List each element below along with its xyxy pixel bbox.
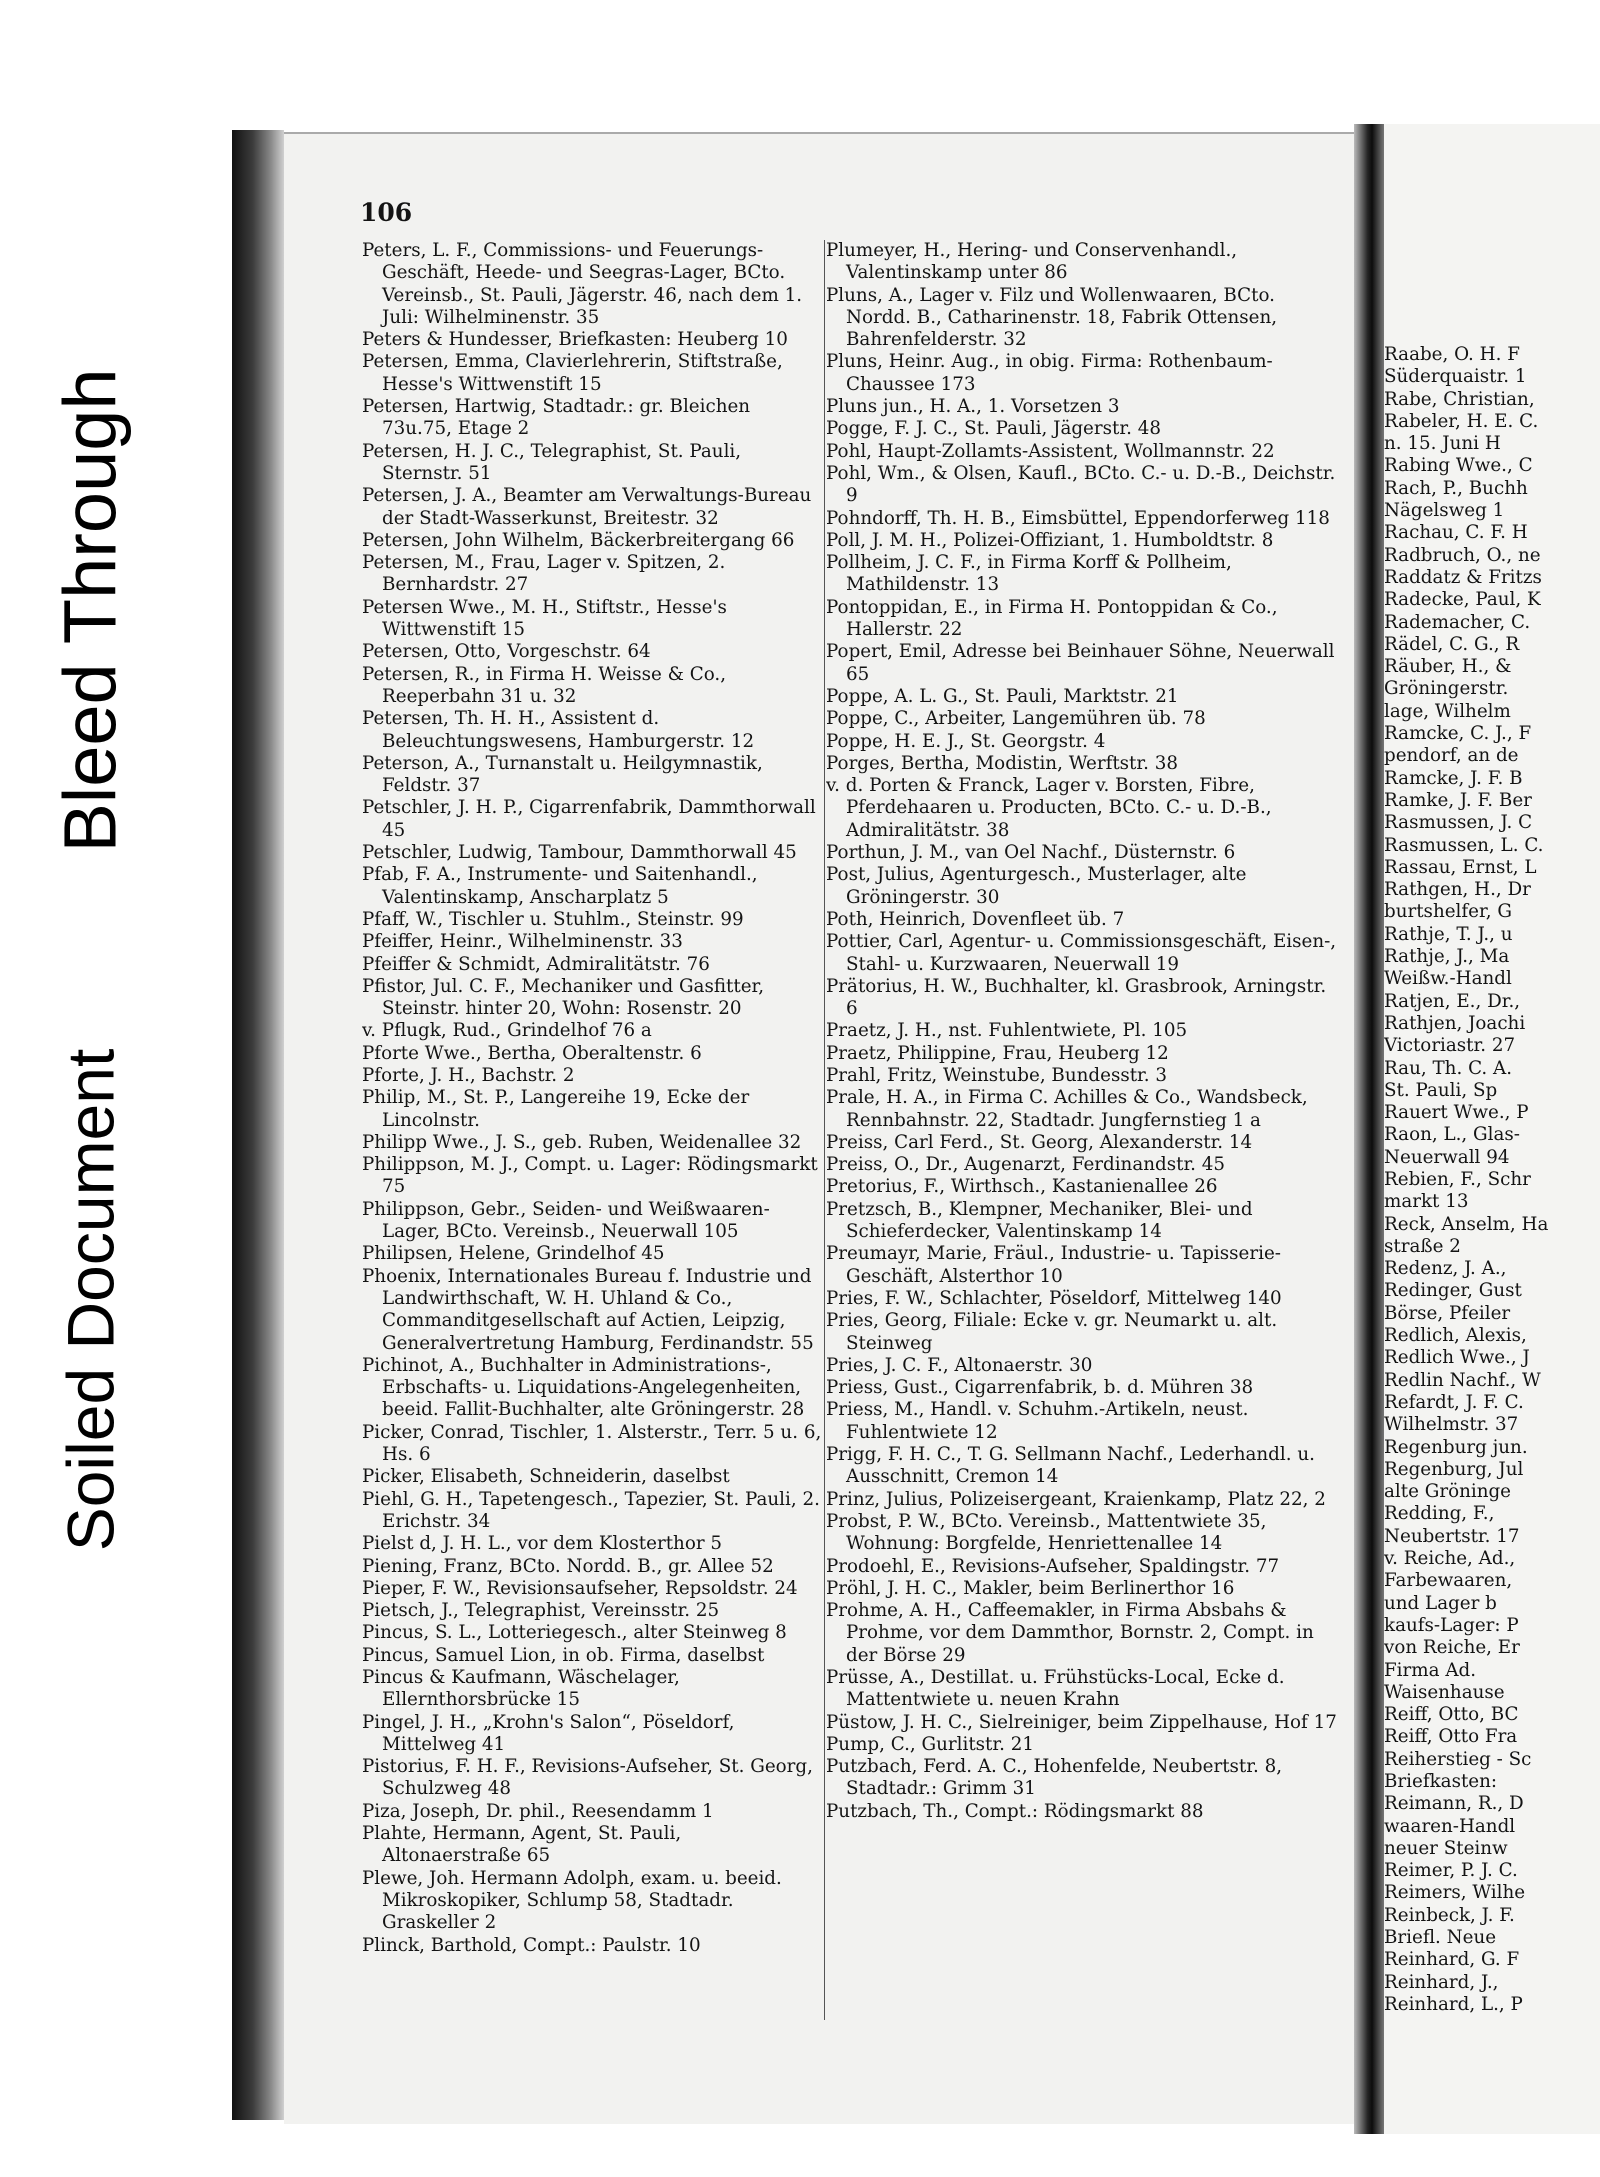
- directory-entry: Regenburg jun.: [1384, 1436, 1528, 1458]
- directory-entry: Post, Julius, Agenturgesch., Musterlager, alte Gröningerstr. 30: [826, 864, 1247, 908]
- directory-entry: Pries, F. W., Schlachter, Pöseldorf, Mittelweg 140: [826, 1287, 1282, 1309]
- directory-entry: Rathje, T. J., u: [1384, 923, 1513, 945]
- directory-entry: Reimer, P. J. C.: [1384, 1860, 1518, 1882]
- directory-entry: Reinhard, J.,: [1384, 1971, 1499, 1993]
- directory-entry: Reiff, Otto, BC: [1384, 1704, 1519, 1726]
- directory-entry: Poll, J. M. H., Polizei-Offiziant, 1. Humboldtstr. 8: [826, 529, 1274, 551]
- directory-entry: Rathjen, Joachi: [1384, 1012, 1526, 1034]
- directory-entry: Refardt, J. F. C.: [1384, 1391, 1524, 1413]
- directory-entry: von Reiche, Er: [1384, 1637, 1520, 1659]
- directory-entry: Pohl, Haupt-Zollamts-Assistent, Wollmannstr. 22: [826, 440, 1275, 462]
- directory-entry: Praetz, Philippine, Frau, Heuberg 12: [826, 1042, 1169, 1064]
- directory-entry: Picker, Conrad, Tischler, 1. Alsterstr., Terr. 5 u. 6, Hs. 6: [362, 1421, 822, 1466]
- directory-entry: Victoriastr. 27: [1384, 1035, 1516, 1057]
- directory-entry: Rabe, Christian,: [1384, 388, 1535, 410]
- directory-entry: Preiss, Carl Ferd., St. Georg, Alexanderstr. 14: [826, 1131, 1253, 1153]
- directory-entry: Petersen, Hartwig, Stadtadr.: gr. Bleichen 73u.75, Etage 2: [362, 396, 751, 440]
- directory-entry: Pogge, F. J. C., St. Pauli, Jägerstr. 48: [826, 418, 1161, 440]
- directory-entry: Pontoppidan, E., in Firma H. Pontoppidan & Co., Hallerstr. 22: [826, 596, 1278, 641]
- left-column: [362, 240, 824, 1957]
- directory-entry: Prohme, A. H., Caffeemakler, in Firma Absbahs & Prohme, vor dem Dammthor, Bornstr. 2, Compt. in der Börse 29: [826, 1600, 1314, 1666]
- soiled-document-text: Soiled Document: [53, 1048, 128, 1552]
- directory-entry: Pincus, S. L., Lotteriegesch., alter Steinweg 8: [362, 1622, 787, 1644]
- directory-entry: burtshelfer, G: [1384, 901, 1512, 923]
- directory-entry: Redding, F.,: [1384, 1503, 1495, 1525]
- directory-entry: Reinhard, L., P: [1384, 1993, 1523, 2015]
- directory-entry: Prigg, F. H. C., T. G. Sellmann Nachf., Lederhandl. u. Ausschnitt, Cremon 14: [826, 1444, 1315, 1488]
- directory-entry: Petersen, Otto, Vorgeschstr. 64: [362, 641, 651, 663]
- directory-entry: Piza, Joseph, Dr. phil., Reesendamm 1: [362, 1800, 714, 1822]
- directory-entry: Pluns jun., H. A., 1. Vorsetzen 3: [826, 396, 1120, 418]
- directory-entry: Rebien, F., Schr: [1384, 1168, 1531, 1190]
- directory-entry: St. Pauli, Sp: [1384, 1079, 1498, 1101]
- directory-entry: Plahte, Hermann, Agent, St. Pauli, Altonaerstraße 65: [362, 1823, 682, 1867]
- directory-entry: Neubertstr. 17: [1384, 1525, 1520, 1547]
- directory-entry: Pielst d, J. H. L., vor dem Klosterthor 5: [362, 1533, 723, 1555]
- directory-entry: Putzbach, Ferd. A. C., Hohenfelde, Neubertstr. 8, Stadtadr.: Grimm 31: [826, 1756, 1283, 1800]
- directory-entry: Phoenix, Internationales Bureau f. Industrie und Landwirthschaft, W. H. Uhland & Co., Commanditgesellschaft auf Actien, Leipzig, Generalvertretung Hamburg, Ferdinandstr. 55: [362, 1265, 814, 1354]
- directory-entry: Petschler, Ludwig, Tambour, Dammthorwall 45: [362, 842, 797, 864]
- directory-entry: Nägelsweg 1: [1384, 500, 1505, 522]
- directory-entry: v. Pflugk, Rud., Grindelhof 76 a: [362, 1020, 652, 1042]
- directory-entry: Petschler, J. H. P., Cigarrenfabrik, Dammthorwall 45: [362, 797, 816, 841]
- directory-entry: Poppe, A. L. G., St. Pauli, Marktstr. 21: [826, 685, 1179, 707]
- directory-entry: Priess, M., Handl. v. Schuhm.-Artikeln, neust. Fuhlentwiete 12: [826, 1399, 1249, 1443]
- directory-entry: Pfistor, Jul. C. F., Mechaniker und Gasfitter, Steinstr. hinter 20, Wohn: Rosenstr. 20: [362, 975, 765, 1020]
- directory-entry: Petersen, H. J. C., Telegraphist, St. Pauli, Sternstr. 51: [362, 440, 742, 484]
- directory-entry: Petersen, M., Frau, Lager v. Spitzen, 2. Bernhardstr. 27: [362, 552, 726, 596]
- directory-entry: Picker, Elisabeth, Schneiderin, daselbst: [362, 1466, 730, 1488]
- directory-entry: Redinger, Gust: [1384, 1280, 1522, 1302]
- directory-entry: Preumayr, Marie, Fräul., Industrie- u. Tapisserie-Geschäft, Alsterthor 10: [826, 1243, 1281, 1287]
- directory-entry: Redlich Wwe., J: [1384, 1347, 1530, 1369]
- directory-entry: Prodoehl, E., Revisions-Aufseher, Spaldingstr. 77: [826, 1555, 1280, 1577]
- directory-entry: Rathgen, H., Dr: [1384, 879, 1531, 901]
- directory-entry: Weißw.-Handl: [1384, 968, 1512, 990]
- directory-entry: Pries, J. C. F., Altonaerstr. 30: [826, 1354, 1093, 1376]
- directory-entry: Pfeiffer, Heinr., Wilhelminenstr. 33: [362, 931, 683, 953]
- directory-entry: Rachau, C. F. H: [1384, 522, 1528, 544]
- directory-entry: Pietsch, J., Telegraphist, Vereinsstr. 25: [362, 1600, 720, 1622]
- directory-entry: Reinbeck, J. F.: [1384, 1904, 1515, 1926]
- directory-entry: Ratjen, E., Dr.,: [1384, 990, 1521, 1012]
- directory-entry: Petersen, John Wilhelm, Bäckerbreitergang 66: [362, 529, 795, 551]
- directory-entry: Rabing Wwe., C: [1384, 455, 1533, 477]
- directory-entry: Raddatz & Fritzs: [1384, 566, 1542, 588]
- directory-entry: Rach, P., Buchh: [1384, 477, 1528, 499]
- directory-entry: Peters, L. F., Commissions- und Feuerungs-Geschäft, Heede- und Seegras-Lager, BCto. Vereinsb., St. Pauli, Jägerstr. 46, nach dem 1. Juli: Wilhelminenstr. 35: [362, 240, 803, 328]
- directory-entry: Farbewaaren,: [1384, 1570, 1513, 1592]
- directory-entry: und Lager b: [1384, 1592, 1497, 1614]
- directory-entry: Pichinot, A., Buchhalter in Administrations-, Erbschafts- u. Liquidations-Angelegenheiten, beeid. Fallit-Buchhalter, alte Gröningerstr. 28: [362, 1354, 805, 1421]
- directory-entry: Peters & Hundesser, Briefkasten: Heuberg 10: [362, 329, 788, 351]
- directory-entry: Poth, Heinrich, Dovenfleet üb. 7: [826, 908, 1125, 930]
- directory-entry: Prale, H. A., in Firma C. Achilles & Co., Wandsbeck, Rennbahnstr. 22, Stadtadr. Jungfernstieg 1 a: [826, 1087, 1308, 1131]
- directory-entry: Regenburg, Jul: [1384, 1458, 1524, 1480]
- directory-entry: Philip, M., St. P., Langereihe 19, Ecke der Lincolnstr.: [362, 1087, 750, 1131]
- directory-entry: Redlin Nachf., W: [1384, 1369, 1541, 1391]
- directory-entry: Prahl, Fritz, Weinstube, Bundesstr. 3: [826, 1064, 1168, 1086]
- directory-entry: Poppe, C., Arbeiter, Langemühren üb. 78: [826, 708, 1206, 730]
- directory-entry: Redlich, Alexis,: [1384, 1325, 1527, 1347]
- directory-entry: Porthun, J. M., van Oel Nachf., Düsternstr. 6: [826, 842, 1236, 864]
- directory-entry: Plinck, Barthold, Compt.: Paulstr. 10: [362, 1934, 701, 1956]
- directory-entry: v. Reiche, Ad.,: [1384, 1548, 1516, 1570]
- directory-entry: Pieper, F. W., Revisionsaufseher, Repsoldstr. 24: [362, 1577, 798, 1599]
- directory-entry: Briefkasten:: [1384, 1771, 1498, 1792]
- directory-entry: Pforte, J. H., Bachstr. 2: [362, 1064, 575, 1086]
- directory-entry: markt 13: [1384, 1191, 1469, 1213]
- directory-entry: v. d. Porten & Franck, Lager v. Borsten, Fibre, Pferdehaaren u. Producten, BCto. C.- u. D.-B., Admiralitätstr. 38: [826, 775, 1272, 841]
- directory-entry: Börse, Pfeiler: [1384, 1302, 1511, 1324]
- directory-entry: Reck, Anselm, Ha: [1384, 1213, 1549, 1235]
- directory-entry: Probst, P. W., BCto. Vereinsb., Mattentwiete 35, Wohnung: Borgfelde, Henriettenallee 14: [826, 1510, 1267, 1555]
- directory-entry: Neuerwall 94: [1384, 1146, 1510, 1168]
- directory-entry: Räuber, H., &: [1384, 656, 1512, 678]
- directory-entry: Pincus & Kaufmann, Wäschelager, Ellernthorsbrücke 15: [362, 1667, 680, 1711]
- middle-column: [826, 240, 1338, 1823]
- directory-entry: Rademacher, C.: [1384, 611, 1531, 633]
- directory-entry: pendorf, an de: [1384, 745, 1519, 767]
- directory-entry: neuer Steinw: [1384, 1837, 1508, 1859]
- directory-entry: Pretzsch, B., Klempner, Mechaniker, Blei- und Schieferdecker, Valentinskamp 14: [826, 1198, 1253, 1243]
- directory-entry: Petersen, J. A., Beamter am Verwaltungs-Bureau der Stadt-Wasserkunst, Breitestr. 32: [362, 485, 812, 529]
- bleed-through-text: Bleed Through: [48, 367, 132, 853]
- directory-entry: Pottier, Carl, Agentur- u. Commissionsgeschäft, Eisen-, Stahl- u. Kurzwaaren, Neuerwall 19: [826, 931, 1337, 975]
- directory-entry: kaufs-Lager: P: [1384, 1614, 1519, 1636]
- directory-entry: Süderquaistr. 1: [1384, 366, 1527, 388]
- directory-entry: Pfaff, W., Tischler u. Stuhlm., Steinstr. 99: [362, 908, 744, 930]
- directory-entry: Rabeler, H. E. C.: [1384, 410, 1539, 432]
- right-column: [1384, 344, 1600, 2016]
- directory-entry: Pretorius, F., Wirthsch., Kastanienallee 26: [826, 1176, 1218, 1198]
- directory-entry: Peterson, A., Turnanstalt u. Heilgymnastik, Feldstr. 37: [362, 752, 763, 797]
- directory-entry: Pincus, Samuel Lion, in ob. Firma, daselbst: [362, 1644, 765, 1666]
- directory-entry: Pohndorff, Th. H. B., Eimsbüttel, Eppendorferweg 118: [826, 507, 1330, 529]
- directory-entry: Ramcke, C. J., F: [1384, 723, 1532, 745]
- directory-entry: Reimers, Wilhe: [1384, 1882, 1526, 1904]
- directory-entry: Priess, Gust., Cigarrenfabrik, b. d. Mühren 38: [826, 1377, 1254, 1399]
- directory-entry: Prätorius, H. W., Buchhalter, kl. Grasbrook, Arningstr. 6: [826, 975, 1327, 1020]
- directory-entry: Piehl, G. H., Tapetengesch., Tapezier, St. Pauli, 2. Erichstr. 34: [362, 1488, 820, 1532]
- directory-entry: Pump, C., Gurlitstr. 21: [826, 1733, 1035, 1755]
- directory-entry: Pohl, Wm., & Olsen, Kaufl., BCto. C.- u. D.-B., Deichstr. 9: [826, 462, 1336, 507]
- directory-entry: Philippson, M. J., Compt. u. Lager: Rödingsmarkt 75: [362, 1154, 818, 1198]
- directory-entry: Gröningerstr.: [1384, 678, 1509, 700]
- directory-entry: Briefl. Neue: [1384, 1927, 1497, 1949]
- directory-entry: Pröhl, J. H. C., Makler, beim Berlinerthor 16: [826, 1577, 1235, 1599]
- directory-entry: alte Gröninge: [1384, 1481, 1511, 1503]
- directory-entry: Pforte Wwe., Bertha, Oberaltenstr. 6: [362, 1042, 702, 1064]
- directory-entry: Ramcke, J. F. B: [1384, 767, 1523, 789]
- directory-entry: Reiherstieg - Sc: [1384, 1748, 1532, 1770]
- directory-entry: Rädel, C. G., R: [1384, 633, 1520, 655]
- book-spine-shadow: [232, 130, 284, 2120]
- soiled-document-label: [20, 880, 160, 1720]
- directory-entry: Philippson, Gebr., Seiden- und Weißwaaren-Lager, BCto. Vereinsb., Neuerwall 105: [362, 1198, 770, 1243]
- directory-entry: Preiss, O., Dr., Augenarzt, Ferdinandstr. 45: [826, 1154, 1226, 1176]
- directory-entry: Rasmussen, J. C: [1384, 812, 1533, 834]
- page-number: 106: [360, 198, 413, 227]
- directory-entry: Reimann, R., D: [1384, 1793, 1524, 1815]
- directory-entry: Raon, L., Glas-: [1384, 1124, 1520, 1146]
- directory-entry: Piening, Franz, BCto. Nordd. B., gr. Allee 52: [362, 1555, 774, 1577]
- directory-entry: Philipp Wwe., J. S., geb. Ruben, Weidenallee 32: [362, 1131, 802, 1153]
- directory-entry: Pistorius, F. H. F., Revisions-Aufseher, St. Georg, Schulzweg 48: [362, 1756, 813, 1800]
- directory-entry: lage, Wilhelm: [1384, 700, 1511, 722]
- directory-entry: Reiff, Otto Fra: [1384, 1726, 1518, 1748]
- directory-entry: Raabe, O. H. F: [1384, 344, 1520, 365]
- directory-entry: Redenz, J. A.,: [1384, 1258, 1507, 1280]
- directory-entry: Popert, Emil, Adresse bei Beinhauer Söhne, Neuerwall 65: [826, 641, 1335, 685]
- directory-entry: Petersen Wwe., M. H., Stiftstr., Hesse's Wittwenstift 15: [362, 596, 727, 641]
- directory-entry: Püstow, J. H. C., Sielreiniger, beim Zippelhause, Hof 17: [826, 1711, 1337, 1733]
- page-gutter: [1354, 124, 1384, 2134]
- facing-page: [1384, 124, 1600, 2134]
- column-divider: [824, 240, 825, 2020]
- directory-entry: Wilhelmstr. 37: [1384, 1414, 1519, 1436]
- directory-entry: Pingel, J. H., „Krohn's Salon“, Pöseldorf, Mittelweg 41: [362, 1711, 735, 1755]
- directory-entry: n. 15. Juni H: [1384, 433, 1501, 455]
- directory-entry: Rauert Wwe., P: [1384, 1102, 1529, 1124]
- directory-entry: Rasmussen, L. C.: [1384, 834, 1544, 856]
- directory-entry: Plewe, Joh. Hermann Adolph, exam. u. beeid. Mikroskopiker, Schlump 58, Stadtadr. Graskeller 2: [362, 1867, 782, 1934]
- directory-entry: Petersen, R., in Firma H. Weisse & Co., Reeperbahn 31 u. 32: [362, 663, 727, 707]
- directory-entry: Waisenhause: [1384, 1681, 1505, 1703]
- directory-entry: Pluns, A., Lager v. Filz und Wollenwaaren, BCto. Nordd. B., Catharinenstr. 18, Fabrik Ottensen, Bahrenfelderstr. 32: [826, 284, 1278, 351]
- directory-entry: Poppe, H. E. J., St. Georgstr. 4: [826, 730, 1106, 752]
- directory-entry: Firma Ad.: [1384, 1659, 1477, 1681]
- directory-entry: Petersen, Th. H. H., Assistent d. Beleuchtungswesens, Hamburgerstr. 12: [362, 708, 755, 752]
- directory-entry: Praetz, J. H., nst. Fuhlentwiete, Pl. 105: [826, 1020, 1188, 1042]
- directory-entry: Rau, Th. C. A.: [1384, 1057, 1513, 1079]
- directory-entry: Pluns, Heinr. Aug., in obig. Firma: Rothenbaum-Chaussee 173: [826, 351, 1273, 395]
- directory-entry: Radecke, Paul, K: [1384, 589, 1541, 611]
- directory-entry: Petersen, Emma, Clavierlehrerin, Stiftstraße, Hesse's Wittwenstift 15: [362, 351, 783, 395]
- directory-entry: Prinz, Julius, Polizeisergeant, Kraienkamp, Platz 22, 2: [826, 1488, 1326, 1510]
- directory-entry: Rathje, J., Ma: [1384, 946, 1510, 968]
- directory-entry: Pfeiffer & Schmidt, Admiralitätstr. 76: [362, 953, 710, 975]
- directory-entry: Pfab, F. A., Instrumente- und Saitenhandl., Valentinskamp, Anscharplatz 5: [362, 864, 758, 908]
- directory-entry: Porges, Bertha, Modistin, Werftstr. 38: [826, 752, 1179, 774]
- directory-entry: Radbruch, O., ne: [1384, 544, 1541, 566]
- directory-entry: straße 2: [1384, 1235, 1461, 1257]
- directory-entry: waaren-Handl: [1384, 1815, 1516, 1837]
- directory-entry: Pries, Georg, Filiale: Ecke v. gr. Neumarkt u. alt. Steinweg: [826, 1310, 1278, 1354]
- directory-entry: Putzbach, Th., Compt.: Rödingsmarkt 88: [826, 1800, 1204, 1822]
- directory-entry: Ramke, J. F. Ber: [1384, 789, 1532, 811]
- directory-entry: Reinhard, G. F: [1384, 1949, 1520, 1971]
- directory-entry: Prüsse, A., Destillat. u. Frühstücks-Local, Ecke d. Mattentwiete u. neuen Krahn: [826, 1667, 1285, 1711]
- directory-entry: Plumeyer, H., Hering- und Conservenhandl., Valentinskamp unter 86: [826, 240, 1238, 284]
- directory-entry: Pollheim, J. C. F., in Firma Korff & Pollheim, Mathildenstr. 13: [826, 552, 1232, 596]
- directory-entry: Philipsen, Helene, Grindelhof 45: [362, 1243, 665, 1265]
- directory-entry: Rassau, Ernst, L: [1384, 856, 1537, 878]
